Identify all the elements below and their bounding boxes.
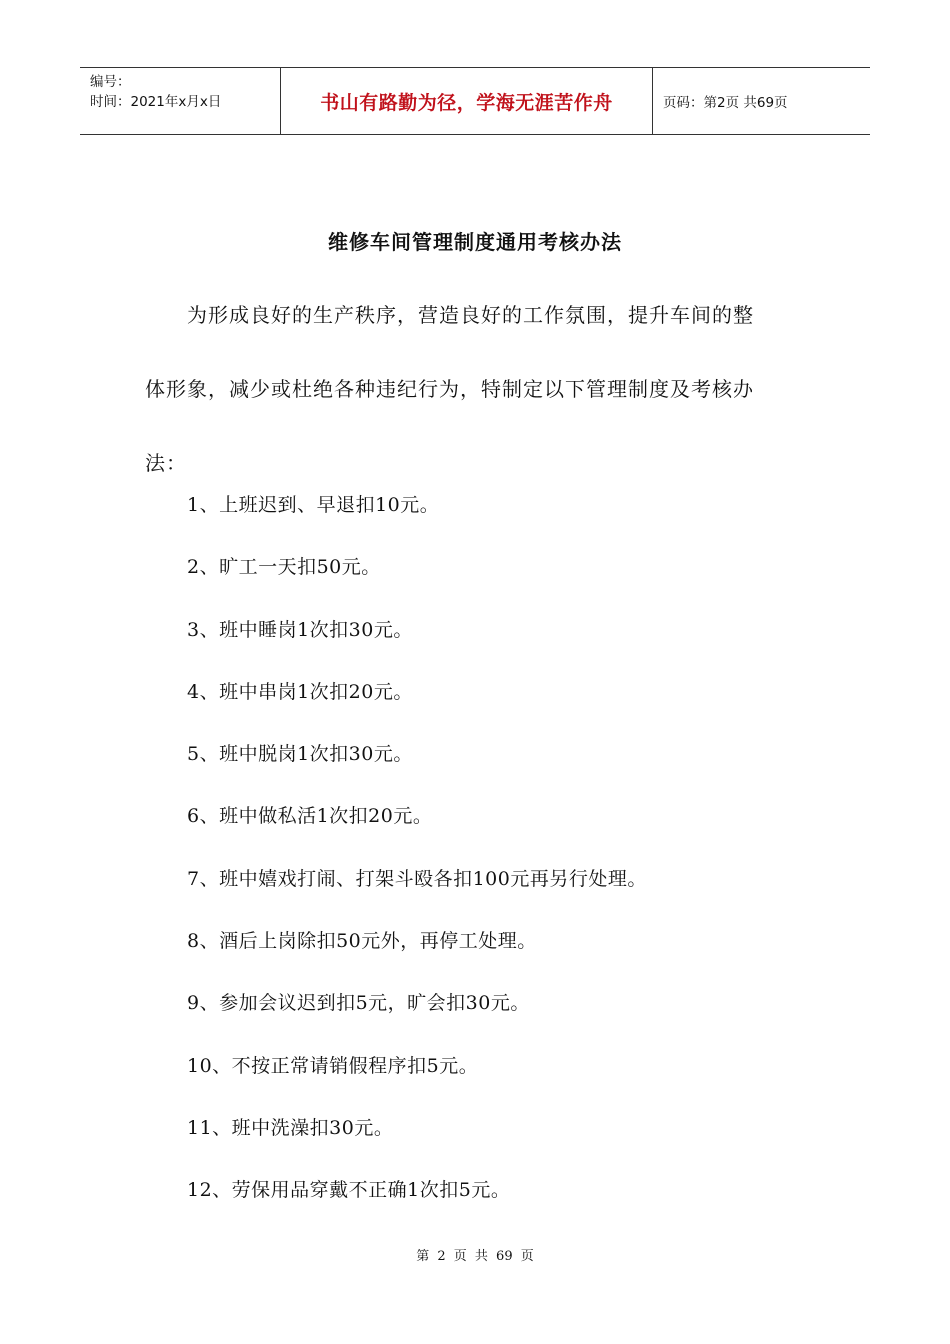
list-item: 11、班中洗澡扣30元。 xyxy=(187,1116,394,1139)
list-item: 4、班中串岗1次扣20元。 xyxy=(187,680,413,703)
list-item: 5、班中脱岗1次扣30元。 xyxy=(187,743,413,766)
page-footer: 第 2 页 共 69 页 xyxy=(416,1249,534,1264)
intro-line: 体形象，减少或杜绝各种违纪行为，特制定以下管理制度及考核办 xyxy=(145,377,754,401)
header-meta-cell xyxy=(80,68,281,134)
list-item: 9、参加会议迟到扣5元，旷会扣30元。 xyxy=(187,992,530,1015)
time-label: 时间：2021年x月x日 xyxy=(90,94,222,110)
list-item: 7、班中嬉戏打闹、打架斗殴各扣100元再另行处理。 xyxy=(187,867,647,890)
header-motto: 书山有路勤为径，学海无涯苦作舟 xyxy=(281,68,653,134)
list-item: 3、班中睡岗1次扣30元。 xyxy=(187,618,413,641)
list-item: 8、酒后上岗除扣50元外，再停工处理。 xyxy=(187,930,537,953)
intro-line: 为形成良好的生产秩序，营造良好的工作氛围，提升车间的整 xyxy=(187,303,754,327)
intro-paragraph xyxy=(145,278,825,500)
number-label: 编号： xyxy=(90,74,131,90)
list-item: 6、班中做私活1次扣20元。 xyxy=(187,805,433,828)
intro-line: 法： xyxy=(145,451,187,475)
document-title: 维修车间管理制度通用考核办法 xyxy=(328,230,622,254)
list-item: 10、不按正常请销假程序扣5元。 xyxy=(187,1054,479,1077)
header-page-info: 页码：第2页 共69页 xyxy=(663,95,788,111)
list-item: 1、上班迟到、早退扣10元。 xyxy=(187,494,440,516)
list-item: 2、旷工一天扣50元。 xyxy=(187,556,381,579)
rules-list xyxy=(187,474,827,1222)
page-header xyxy=(80,67,870,135)
list-item: 12、劳保用品穿戴不正确1次扣5元。 xyxy=(187,1179,511,1202)
